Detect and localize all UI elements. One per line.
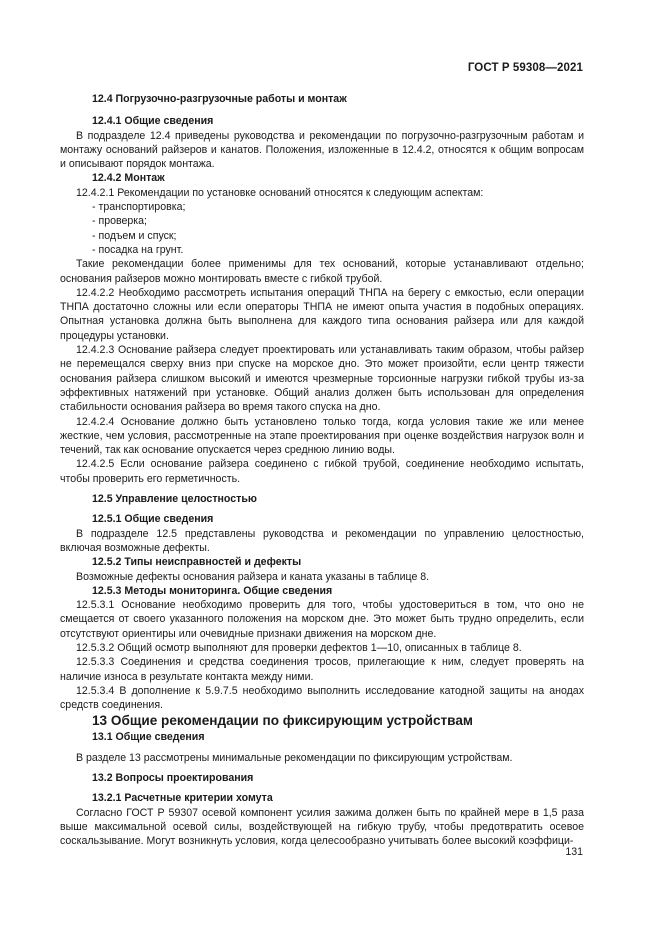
paragraph: В разделе 13 рассмотрены минимальные рекомендации по фиксирующим устройствам. (76, 751, 513, 764)
section-title: 13 Общие рекомендации по фиксирующим устройствам (92, 713, 473, 729)
standard-designation: ГОСТ Р 59308—2021 (467, 62, 583, 74)
paragraph: 12.4.2.1 Рекомендации по установке оснований относятся к следующим аспектам: (76, 186, 484, 199)
paragraph: 12.4.2.4 Основание должно быть установлено только тогда, когда условия такие же или менее жесткие, чем условия, рассмотренные на этапе проектирования при оценке воздействия нагрузок волн и течений, так как основание опускается через среднюю линию воды. (60, 415, 584, 457)
paragraph: Такие рекомендации более применимы для тех оснований, которые устанавливают отдельно; основания райзеров можно монтировать вместе с гибкой трубой. (60, 258, 584, 285)
clause-title: 12.5.1 Общие сведения (92, 513, 214, 526)
paragraph: 12.4.2.2 Необходимо рассмотреть испытания операций ТНПА на берегу с емкостью, если операции ТНПА достаточно сложны или если операторы ТНПА не имеют опыта участия в подобных операциях. Опытная установка должна быть выполнена для каждого типа основания райзера или для каждой процедуры установки. (60, 286, 584, 342)
paragraph: В подразделе 12.4 приведены руководства и рекомендации по погрузочно-разгрузочным работам и монтажу оснований райзеров и канатов. Положения, изложенные в 12.4.2, относятся к общим вопросам и описывают порядок монтажа. (60, 129, 584, 171)
paragraph: 12.5.3.2 Общий осмотр выполняют для проверки дефектов 1—10, описанных в таблице 8. (76, 641, 522, 654)
paragraph: 12.5.3.3 Соединения и средства соединения тросов, прилегающие к ним, следует проверять на наличие износа в результате контакта между ними. (60, 656, 584, 683)
page-number: 131 (565, 846, 583, 858)
list-item: - посадка на грунт. (92, 243, 184, 256)
clause-title: 12.5.2 Типы неисправностей и дефекты (92, 556, 302, 569)
list-item: - транспортировка; (92, 201, 186, 214)
subsection-title: 13.2 Вопросы проектирования (92, 772, 254, 785)
paragraph: В подразделе 12.5 представлены руководства и рекомендации по управлению целостностью, включая возможные дефекты. (60, 527, 584, 554)
clause-title: 12.4.1 Общие сведения (92, 115, 214, 128)
clause-title: 12.5.3 Методы мониторинга. Общие сведения (92, 584, 333, 597)
clause-title: 12.4.2 Монтаж (92, 172, 165, 185)
subsection-title: 13.1 Общие сведения (92, 731, 205, 744)
paragraph: 12.4.2.5 Если основание райзера соединено с гибкой трубой, соединение необходимо испытать, чтобы проверить его герметичность. (60, 458, 584, 485)
list-item: - проверка; (92, 215, 147, 228)
subsection-title: 12.5 Управление целостностью (92, 493, 257, 506)
paragraph: 12.5.3.4 В дополнение к 5.9.7.5 необходимо выполнить исследование катодной защиты на анодах средств соединения. (60, 684, 584, 712)
clause-title: 13.2.1 Расчетные критерии хомута (92, 792, 273, 805)
paragraph: 12.5.3.1 Основание необходимо проверить для того, чтобы удостовериться в том, что оно не смещается от своего указанного положения на морском дне. Это может быть трудно определить, если отсутствуют ориентиры или очевидные признаки движения на морском дне. (60, 599, 584, 640)
document-body (60, 92, 584, 849)
paragraph: 12.4.2.3 Основание райзера следует проектировать или устанавливать таким образом, чтобы райзер не перемещался сверху вниз при спуске на морское дно. Это может произойти, если центр тяжести основания райзера слишком высокий и имеются чрезмерные торсионные нагрузки гибкой трубы из-за эффективных натяжений при установке. Общий анализ должен быть использован для определения стабильности основания райзера во время такого спуска на дно. (60, 344, 584, 414)
subsection-title: 12.4 Погрузочно-разгрузочные работы и монтаж (92, 93, 347, 105)
paragraph: Согласно ГОСТ Р 59307 осевой компонент усилия зажима должен быть по крайней мере в 1,5 раза выше максимальной осевой силы, воздействующей на гибкую трубу, чтобы предотвратить осевое соскальзывание. Могут возникнуть условия, когда целесообразно учитывать более высокий коэффици- (60, 806, 584, 848)
list-item: - подъем и спуск; (92, 229, 177, 242)
paragraph: Возможные дефекты основания райзера и каната указаны в таблице 8. (76, 570, 430, 583)
